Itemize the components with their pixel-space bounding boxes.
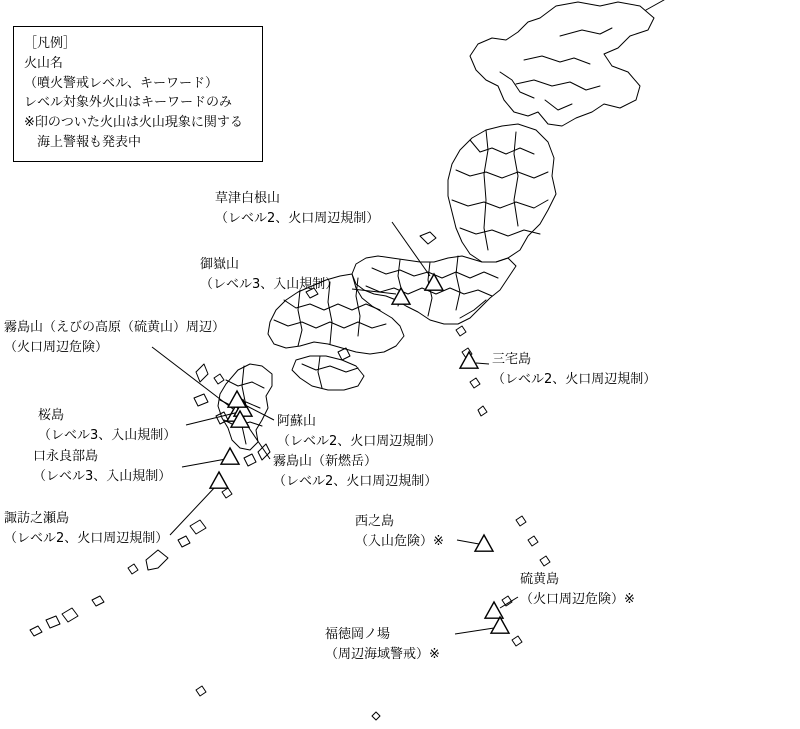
hokkaido-inner-3 — [516, 80, 600, 90]
volcano-name-kirishima-ebino: 霧島山（えびの高原（硫黄山）周辺） — [4, 320, 226, 335]
chugoku-inner-3 — [298, 290, 302, 346]
island-ogasawara-3 — [540, 556, 550, 566]
region-shikoku — [292, 356, 364, 390]
island-okinotori — [196, 686, 206, 696]
volcano-name-ontake: 御嶽山 — [200, 257, 240, 272]
island-kume — [128, 564, 138, 574]
volcano-label-kuchinoerabujima — [33, 447, 171, 486]
volcano-status-suwanosejima: （レベル2、火口周辺規制） — [4, 530, 169, 546]
island-iriomote — [46, 616, 60, 628]
island-minami-iwo — [512, 636, 522, 646]
island-sado — [420, 232, 436, 244]
volcano-label-kirishima-shinmoe — [273, 452, 437, 491]
volcano-status-ioto: （火口周辺危険）※ — [520, 591, 635, 607]
legend-line-2: （噴火警戒レベル、キーワード） — [24, 75, 218, 91]
volcano-status-fukutoku-okanoba: （周辺海域警戒）※ — [325, 646, 440, 662]
volcano-label-nishinoshima — [355, 512, 444, 551]
leader-line-fukutoku-okanoba — [455, 628, 494, 634]
tohoku-inner-3 — [452, 200, 548, 208]
volcano-marker-suwanosejima[interactable] — [210, 472, 228, 488]
hokkaido-inner-1 — [560, 28, 612, 36]
island-gotou — [194, 394, 208, 406]
volcano-label-miyakejima — [492, 350, 656, 389]
volcano-name-kirishima-shinmoe: 霧島山（新燃岳） — [273, 454, 378, 469]
volcano-name-fukutoku-okanoba: 福徳岡ノ場 — [325, 627, 391, 642]
island-tsushima — [196, 364, 208, 382]
volcano-label-sakurajima — [38, 406, 176, 445]
volcano-marker-miyakejima[interactable] — [460, 352, 478, 368]
volcano-marker-nishinoshima[interactable] — [475, 535, 493, 551]
hokkaido-inner-4 — [545, 100, 572, 110]
leader-line-ioto — [500, 597, 518, 608]
volcano-name-aso: 阿蘇山 — [277, 414, 317, 429]
island-ogasawara-2 — [528, 536, 538, 546]
legend-title: ［凡例］ — [24, 36, 77, 51]
tohoku-inner-2 — [456, 170, 548, 178]
volcano-name-kuchinoerabujima: 口永良部島 — [33, 449, 99, 464]
island-iki — [214, 374, 224, 384]
volcano-status-kuchinoerabujima: （レベル3、入山規制） — [33, 468, 172, 484]
island-tokara — [222, 488, 232, 498]
shikoku-inner-1 — [302, 364, 358, 372]
legend-line-3: レベル対象外火山はキーワードのみ — [24, 95, 233, 111]
leader-line-kuchinoerabujima — [182, 459, 226, 467]
volcano-name-ioto: 硫黄島 — [520, 572, 560, 587]
volcano-status-kusatsu-shirane: （レベル2、火口周辺規制） — [215, 210, 380, 226]
leader-line-nishinoshima — [457, 540, 479, 544]
island-izu-oshima — [456, 326, 466, 336]
volcano-marker-ioto[interactable] — [485, 602, 503, 618]
island-yonaguni — [30, 626, 42, 636]
kyushu-inner-1 — [226, 380, 264, 388]
island-aogashima — [478, 406, 487, 416]
volcano-label-ioto — [520, 570, 635, 609]
volcano-marker-fukutoku-okanoba[interactable] — [491, 617, 509, 633]
island-ishigaki — [62, 608, 78, 622]
volcano-label-aso — [277, 412, 441, 451]
island-yakushima — [244, 454, 256, 466]
island-hachijo — [470, 378, 480, 388]
island-tanegashima — [258, 444, 270, 460]
region-tohoku — [448, 124, 556, 262]
region-kunashiri — [646, 0, 664, 10]
tohoku-inner-6 — [514, 132, 518, 226]
chubu-inner-5 — [456, 256, 460, 310]
hokkaido-inner-2 — [524, 56, 590, 64]
volcano-status-kirishima-ebino: （火口周辺危険） — [4, 339, 109, 355]
tohoku-inner-1 — [470, 140, 534, 154]
shikoku-inner-2 — [318, 356, 322, 388]
volcano-status-miyakejima: （レベル2、火口周辺規制） — [492, 371, 657, 387]
island-far-south — [372, 712, 380, 720]
volcano-name-miyakejima: 三宅島 — [492, 352, 532, 367]
legend-line-4: ※印のついた火山は火山現象に関する — [24, 115, 243, 130]
volcano-label-kusatsu-shirane — [215, 189, 379, 228]
volcano-name-sakurajima: 桜島 — [38, 408, 65, 423]
region-hokkaido — [470, 2, 654, 126]
volcano-status-sakurajima: （レベル3、入山規制） — [38, 427, 177, 443]
volcano-label-fukutoku-okanoba — [325, 625, 440, 664]
island-okinawa — [146, 550, 168, 570]
volcano-status-aso: （レベル2、火口周辺規制） — [277, 433, 442, 449]
volcano-marker-kuchinoerabujima[interactable] — [221, 448, 239, 464]
volcano-status-ontake: （レベル3、入山規制） — [200, 276, 339, 292]
volcano-name-suwanosejima: 諏訪之瀬島 — [4, 511, 70, 526]
volcano-label-kirishima-ebino — [4, 318, 225, 357]
volcano-status-nishinoshima: （入山危険）※ — [355, 533, 444, 549]
hokkaido-inner-5 — [500, 72, 534, 98]
volcano-name-nishinoshima: 西之島 — [355, 514, 395, 529]
volcano-marker-kusatsu-shirane[interactable] — [425, 274, 443, 290]
island-miyako — [92, 596, 104, 606]
leader-line-suwanosejima — [170, 486, 216, 535]
leader-line-kusatsu-shirane — [392, 222, 430, 276]
volcano-label-suwanosejima — [4, 509, 168, 548]
volcano-status-kirishima-shinmoe: （レベル2、火口周辺規制） — [273, 473, 438, 489]
island-tokunoshima — [178, 536, 190, 547]
island-amami — [190, 520, 206, 534]
tohoku-inner-4 — [460, 228, 540, 236]
volcano-label-ontake — [200, 255, 338, 294]
leader-line-miyakejima — [476, 363, 489, 364]
volcano-name-kusatsu-shirane: 草津白根山 — [215, 191, 281, 206]
legend-line-1: 火山名 — [24, 55, 64, 71]
chugoku-inner-2 — [274, 320, 386, 328]
legend-line-5: 海上警報も発表中 — [24, 134, 142, 150]
legend-box — [13, 26, 263, 162]
volcano-marker-ontake[interactable] — [392, 288, 410, 304]
island-ogasawara-1 — [516, 516, 526, 526]
